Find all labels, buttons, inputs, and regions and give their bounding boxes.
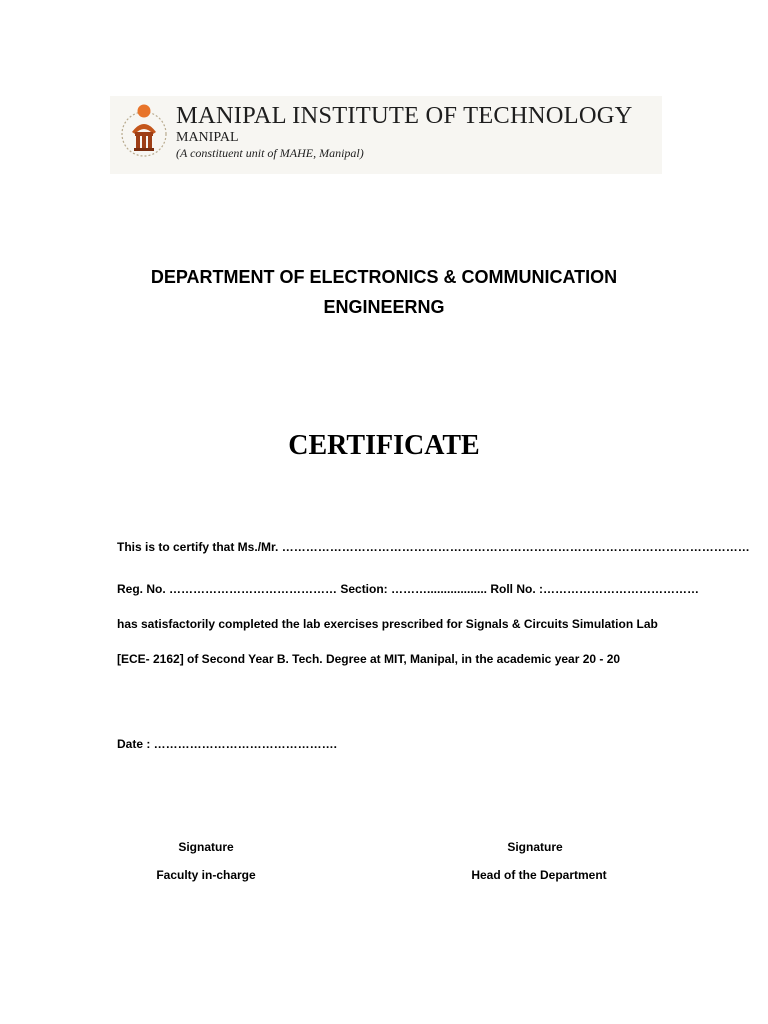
date-line: Date : ………………………………………. [117,737,338,751]
registration-line: Reg. No. …………………………………… Section: ……….................. Roll No. :………………………………… [117,582,700,596]
course-line: [ECE- 2162] of Second Year B. Tech. Degree at MIT, Manipal, in the academic year 20 - 20 [117,652,621,666]
faculty-signature-label: Signature [178,840,234,854]
institution-name: MANIPAL INSTITUTE OF TECHNOLOGY [176,102,633,129]
head-of-department-label: Head of the Department [471,868,607,882]
department-line-2: ENGINEERNG [323,297,445,317]
department-heading [0,262,768,322]
certify-line: This is to certify that Ms./Mr. ……………………………………………………………………………………………………… [117,540,750,554]
institution-subtitle: (A constituent unit of MAHE, Manipal) [176,146,364,160]
manipal-logo-icon [116,98,172,164]
certificate-title: CERTIFICATE [288,430,480,461]
department-line-1: DEPARTMENT OF ELECTRONICS & COMMUNICATION [150,267,618,287]
faculty-in-charge-label: Faculty in-charge [156,868,256,882]
completion-line: has satisfactorily completed the lab exercises prescribed for Signals & Circuits Simulation Lab [117,617,658,631]
hod-signature-label: Signature [507,840,563,854]
institution-city: MANIPAL [176,130,239,145]
